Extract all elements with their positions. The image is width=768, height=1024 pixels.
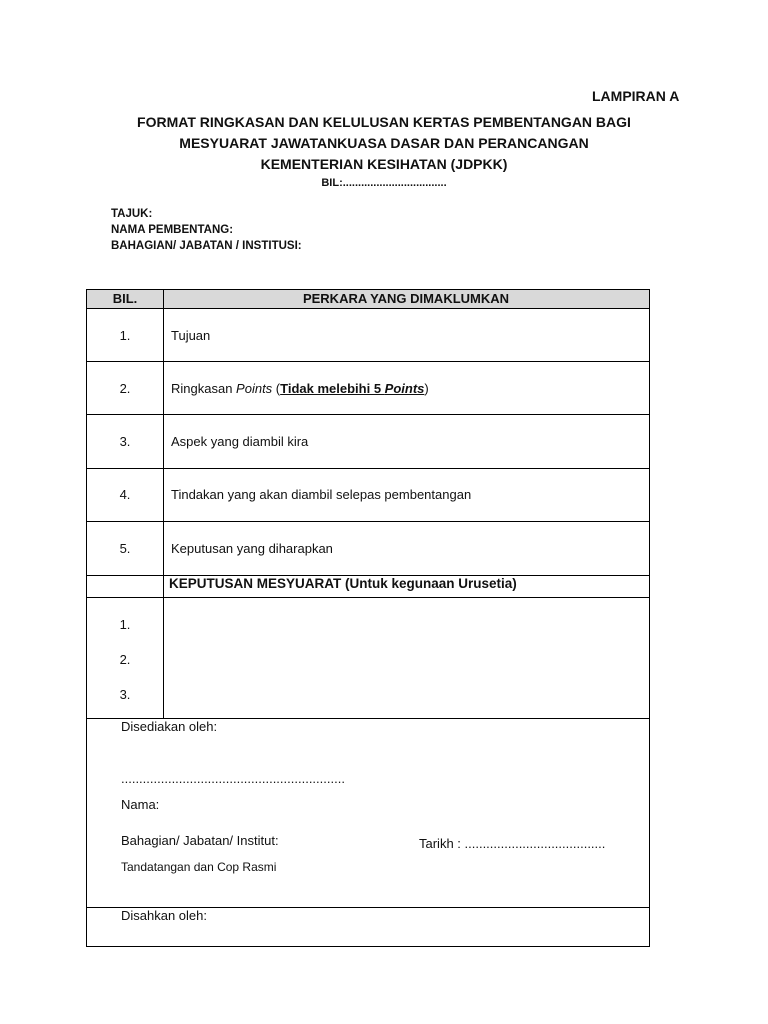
row-number: 3. bbox=[119, 434, 131, 449]
paren-open: ( bbox=[272, 381, 281, 396]
tarikh-field: Tarikh : ....................................... bbox=[419, 836, 606, 851]
row-text-tujuan: Tujuan bbox=[171, 328, 211, 343]
table-divider bbox=[87, 414, 649, 415]
disahkan-oleh-label: Disahkan oleh: bbox=[121, 908, 207, 923]
row-number: 5. bbox=[119, 541, 131, 556]
ringkasan-text: Ringkasan bbox=[171, 381, 237, 396]
table-divider bbox=[87, 308, 649, 309]
lampiran-label: LAMPIRAN A bbox=[592, 88, 680, 104]
row-number: 1. bbox=[119, 328, 131, 343]
signature-line: .............................................................. bbox=[121, 771, 345, 786]
nama-label: Nama: bbox=[121, 797, 160, 812]
table-divider bbox=[87, 361, 649, 362]
row-text-ringkasan bbox=[171, 381, 429, 396]
keputusan-number: 2. bbox=[119, 652, 131, 667]
limit-note-points: Points bbox=[384, 381, 425, 396]
form-table bbox=[86, 289, 650, 947]
form-title-line-2: MESYUARAT JAWATANKUASA DASAR DAN PERANCANGAN bbox=[179, 135, 589, 151]
nama-pembentang-label: NAMA PEMBENTANG: bbox=[111, 224, 234, 236]
keputusan-mesyuarat-heading: KEPUTUSAN MESYUARAT (Untuk kegunaan Urusetia) bbox=[169, 576, 517, 591]
table-column-divider bbox=[163, 290, 164, 718]
row-number: 2. bbox=[119, 381, 131, 396]
tajuk-label: TAJUK: bbox=[111, 208, 153, 220]
row-text-aspek: Aspek yang diambil kira bbox=[171, 434, 309, 449]
tandatangan-cop-label: Tandatangan dan Cop Rasmi bbox=[121, 860, 277, 874]
table-divider bbox=[87, 468, 649, 469]
row-number: 4. bbox=[119, 487, 131, 502]
row-text-tindakan: Tindakan yang akan diambil selepas pembentangan bbox=[171, 487, 472, 502]
limit-note: Tidak melebihi 5 bbox=[280, 381, 385, 396]
disediakan-oleh-label: Disediakan oleh: bbox=[121, 719, 218, 734]
form-title-line-3: KEMENTERIAN KESIHATAN (JDPKK) bbox=[260, 156, 508, 172]
keputusan-number: 3. bbox=[119, 687, 131, 702]
table-divider bbox=[87, 597, 649, 598]
keputusan-number: 1. bbox=[119, 617, 131, 632]
col-header-perkara: PERKARA YANG DIMAKLUMKAN bbox=[302, 291, 510, 306]
table-divider bbox=[87, 521, 649, 522]
col-header-bil: BIL. bbox=[112, 291, 138, 306]
bahagian-jabatan-institut-label: Bahagian/ Jabatan/ Institut: bbox=[121, 833, 279, 848]
points-italic: Points bbox=[236, 381, 273, 396]
paren-close: ) bbox=[424, 381, 429, 396]
bil-number-field: BIL:.................................. bbox=[321, 177, 447, 189]
form-title-line-1: FORMAT RINGKASAN DAN KELULUSAN KERTAS PEMBENTANGAN BAGI bbox=[137, 114, 631, 130]
bahagian-label: BAHAGIAN/ JABATAN / INSTITUSI: bbox=[111, 240, 302, 252]
row-text-keputusan: Keputusan yang diharapkan bbox=[171, 541, 333, 556]
